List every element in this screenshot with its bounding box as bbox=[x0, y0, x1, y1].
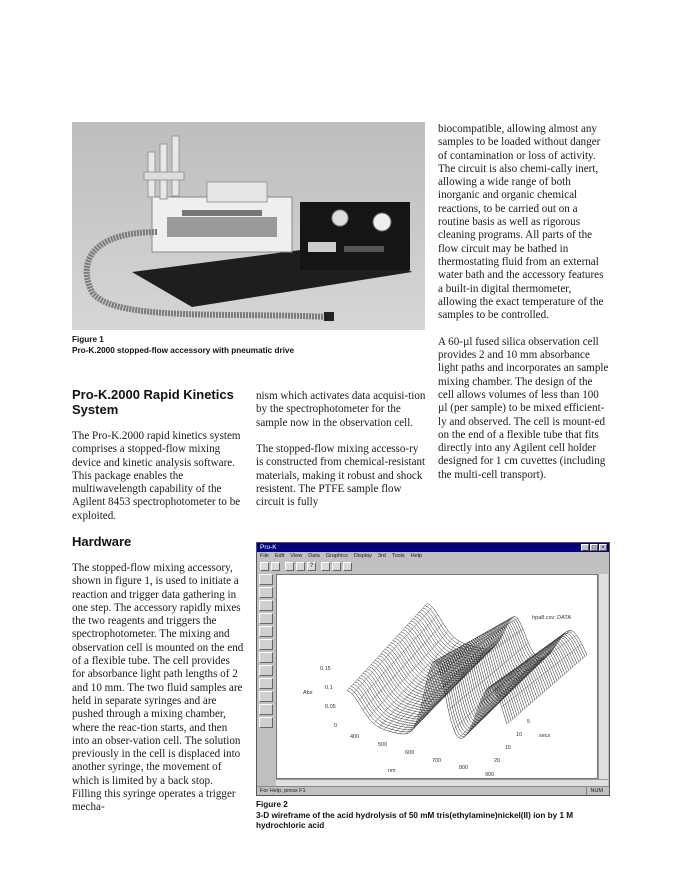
tool-icon[interactable] bbox=[259, 652, 273, 663]
x-axis-label: nm bbox=[388, 768, 396, 774]
paragraph: The stopped-flow mixing accessory, shown in figure 1, is used to initiate a reaction and trigger data gathering in one step. The accessory rapidly mixes the two reagents and triggers the spectrophotometer. The mixing and observation cell is mounted on the end of a flexible tube. The cell provides for absorbance light path lengths of 2 and 10 mm. The two fluid samples are held in separate syringes and are pushed through a mixing chamber, where the reac-tion starts, and then into an obser-vation cell. The solution previously in the cell is displaced into another syringe, the movement of which is limited by a back stop. Filling this syringe operates a trigger mecha- bbox=[72, 562, 244, 814]
z-axis-label: secs bbox=[539, 733, 551, 739]
menu-graphics[interactable]: Graphics bbox=[325, 553, 348, 559]
wireframe-line bbox=[470, 654, 550, 730]
table-icon[interactable] bbox=[332, 562, 341, 571]
close-button[interactable]: × bbox=[599, 544, 607, 551]
tool-icon[interactable] bbox=[259, 678, 273, 689]
menu-tools[interactable]: Tools bbox=[391, 553, 405, 559]
figure2-caption bbox=[256, 800, 616, 832]
right-column-text bbox=[438, 123, 610, 495]
z-tick: 10 bbox=[516, 732, 523, 738]
y-tick: 0.05 bbox=[325, 704, 336, 710]
z-tick: 5 bbox=[527, 719, 531, 725]
y-tick: 0 bbox=[334, 723, 338, 729]
menu-bar bbox=[257, 552, 609, 560]
tool-icon[interactable] bbox=[259, 704, 273, 715]
paragraph: The stopped-flow mixing accesso-ry is constructed from chemical-resistant materials, making it robust and shock resistent. The PTFE sample flow circuit is fully bbox=[256, 443, 426, 509]
menu-help[interactable]: Help bbox=[410, 553, 422, 559]
tool-icon[interactable] bbox=[259, 717, 273, 728]
figure2-caption-text: 3-D wireframe of the acid hydrolysis of 50 mM tris(ethylamine)nickel(II) ion by 1 M hydrochloric acid bbox=[256, 810, 574, 830]
y-tick: 0.15 bbox=[320, 666, 331, 672]
x-tick: 500 bbox=[378, 742, 388, 748]
tool-icon[interactable] bbox=[259, 613, 273, 624]
left-toolbar bbox=[259, 574, 274, 779]
stopped-flow-accessory-illustration bbox=[72, 122, 425, 330]
section1-text bbox=[72, 430, 244, 536]
tool-icon[interactable] bbox=[259, 691, 273, 702]
y-tick: 0.1 bbox=[325, 685, 333, 691]
paragraph: nism which activates data acquisi-tion by the spectrophotometer for the sample now in the observation cell. bbox=[256, 390, 426, 429]
vertical-scrollbar[interactable] bbox=[598, 574, 608, 779]
plot-title: hpa8.csv: DATA bbox=[532, 615, 571, 621]
z-tick: 15 bbox=[505, 745, 512, 751]
x-tick: 400 bbox=[350, 734, 360, 740]
tool-icon[interactable] bbox=[259, 665, 273, 676]
z-tick: 20 bbox=[494, 758, 501, 764]
wireframe-line bbox=[358, 615, 438, 702]
x-tick: 700 bbox=[432, 758, 442, 764]
toolbar bbox=[257, 560, 609, 572]
print-icon[interactable] bbox=[296, 562, 305, 571]
figure1-caption bbox=[72, 335, 427, 356]
wireframe-line bbox=[427, 604, 587, 659]
figure1-caption-text: Pro-K.2000 stopped-flow accessory with pneumatic drive bbox=[72, 345, 295, 355]
window-title: Pro-K bbox=[260, 544, 277, 551]
y-axis-label: Abs bbox=[303, 690, 313, 696]
section-heading-hardware: Hardware bbox=[72, 534, 132, 549]
figure2-label: Figure 2 bbox=[256, 800, 288, 809]
tool-icon[interactable] bbox=[259, 626, 273, 637]
menu-edit[interactable]: Edit bbox=[274, 553, 285, 559]
menu-file[interactable]: File bbox=[260, 553, 269, 559]
minimize-button[interactable]: _ bbox=[581, 544, 589, 551]
paragraph: A 60-µl fused silica observation cell provides 2 and 10 mm absorbance light paths and incorporates an sample mixing chamber. The design of the cell allows volumes of less than 100 µl (per sample) to be mixed efficient-ly and observed. The cell is mount-ed on the end of a flexible tube that fits directly into any Agilent cell holder designed for 1 cm cuvettes (including the multi-cell transport). bbox=[438, 335, 609, 481]
status-bar bbox=[257, 786, 609, 795]
copy-icon[interactable] bbox=[285, 562, 294, 571]
window-titlebar bbox=[257, 543, 609, 552]
pro-k-app-window bbox=[256, 542, 610, 796]
wireframe-line bbox=[413, 619, 573, 673]
num-lock-indicator: NUM bbox=[586, 787, 606, 795]
x-tick: 800 bbox=[459, 765, 469, 771]
menu-data[interactable]: Data bbox=[308, 553, 320, 559]
middle-column-text bbox=[256, 390, 428, 523]
help-icon[interactable]: ? bbox=[307, 562, 316, 571]
figure1-label: Figure 1 bbox=[72, 335, 104, 344]
section-heading-prok2000: Pro-K.2000 Rapid Kinetics System bbox=[72, 387, 234, 417]
wireframe-surface bbox=[277, 575, 599, 780]
x-tick: 900 bbox=[485, 772, 495, 778]
paragraph: The Pro-K.2000 rapid kinetics system comprises a stopped-flow mixing device and kinetic analysis software. This package enables the multiwavelength capability of the Agilent 8453 spectrophotometer to be exploited. bbox=[72, 430, 241, 522]
status-text: For Help, press F1 bbox=[260, 788, 306, 794]
graph-icon[interactable] bbox=[321, 562, 330, 571]
menu-view[interactable]: View bbox=[290, 553, 303, 559]
menu-3rd[interactable]: 3rd bbox=[377, 553, 386, 559]
plot-area bbox=[276, 574, 598, 779]
figure1-photo bbox=[72, 122, 425, 330]
tool-icon[interactable] bbox=[259, 600, 273, 611]
x-tick: 600 bbox=[405, 750, 415, 756]
menu-display[interactable]: Display bbox=[353, 553, 372, 559]
maximize-button[interactable]: □ bbox=[590, 544, 598, 551]
tool-icon[interactable] bbox=[259, 639, 273, 650]
tool-icon[interactable] bbox=[259, 587, 273, 598]
new-file-icon[interactable] bbox=[260, 562, 269, 571]
view-icon[interactable] bbox=[343, 562, 352, 571]
tool-icon[interactable] bbox=[259, 574, 273, 585]
wireframe-line bbox=[475, 647, 555, 717]
wireframe-line bbox=[352, 607, 432, 694]
section2-text bbox=[72, 562, 244, 828]
paragraph: biocompatible, allowing almost any samples to be loaded without danger of contamination or loss of activity. The circuit is also chemi-cally inert, allowing a wide range of both inorganic and organic chemical reactions, to be carried out on a routine basis as well as rigorous cleaning programs. All parts of the flow circuit may be bathed in thermostating fluid from an external water bath and the accessory features a built-in digital thermometer, allowing the exact temperature of the samples to be controlled. bbox=[438, 123, 604, 322]
save-icon[interactable] bbox=[271, 562, 280, 571]
